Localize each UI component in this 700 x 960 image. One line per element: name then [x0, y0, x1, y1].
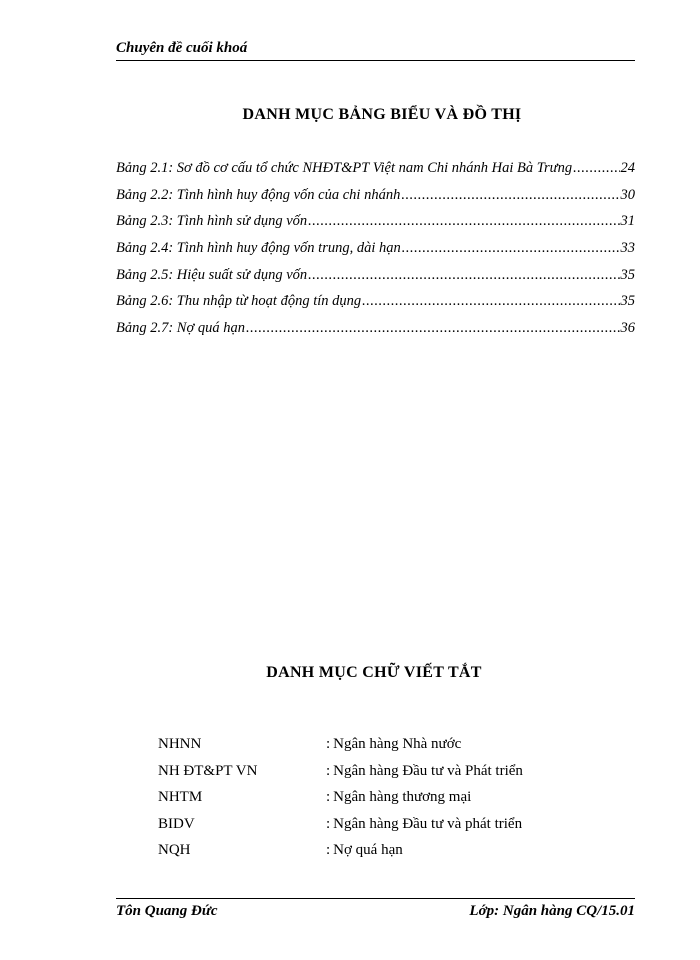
footer-author: Tôn Quang Đức — [116, 903, 218, 919]
abbreviation-entry — [158, 763, 523, 790]
toc-entry-page: 30 — [620, 186, 635, 203]
dot-leader — [246, 320, 620, 337]
abbreviation-meaning: Ngân hàng Đầu tư và phát triển — [333, 815, 523, 832]
dot-leader — [573, 160, 619, 177]
abbreviation-term: NQH — [158, 842, 191, 858]
page-header — [116, 40, 635, 61]
abbreviation-meaning: Ngân hàng thương mại — [333, 789, 472, 805]
toc-entry — [116, 213, 635, 240]
toc-entry — [116, 293, 635, 320]
toc-entry — [116, 187, 635, 214]
page-footer — [116, 898, 635, 920]
dot-leader — [362, 293, 619, 310]
dot-leader — [401, 187, 619, 204]
footer-class: Lớp: Ngân hàng CQ/15.01 — [469, 903, 635, 919]
table-of-tables — [116, 160, 635, 347]
toc-entry-page: 35 — [620, 266, 635, 283]
abbreviation-entry — [158, 842, 523, 869]
toc-entry-label: Bảng 2.2: Tình hình huy động vốn của chi nhánh — [116, 186, 401, 203]
abbreviation-separator: : — [326, 762, 331, 779]
toc-entry — [116, 320, 635, 347]
abbreviation-separator: : — [326, 815, 331, 832]
toc-entry-label: Bảng 2.5: Hiệu suất sử dụng vốn — [116, 266, 308, 283]
toc-entry-page: 36 — [620, 320, 635, 337]
abbreviation-term: NHNN — [158, 736, 202, 752]
abbreviation-meaning: Nợ quá hạn — [333, 842, 403, 858]
abbreviation-separator: : — [326, 842, 331, 858]
toc-entry-label: Bảng 2.1: Sơ đồ cơ cấu tổ chức NHĐT&PT Việt nam Chi nhánh Hai Bà Trưng — [116, 160, 573, 176]
abbreviation-entry — [158, 736, 523, 763]
abbreviation-separator: : — [326, 736, 331, 752]
abbreviation-meaning: Ngân hàng Đầu tư và Phát triển — [333, 762, 523, 779]
abbreviation-term: BIDV — [158, 815, 195, 832]
toc-entry-page: 31 — [620, 213, 635, 230]
abbreviation-entry — [158, 816, 523, 843]
dot-leader — [402, 240, 620, 257]
toc-entry-page: 35 — [620, 293, 635, 310]
toc-entry-label: Bảng 2.6: Thu nhập từ hoạt động tín dụng — [116, 293, 362, 310]
toc-entry-label: Bảng 2.3: Tình hình sử dụng vốn — [116, 213, 308, 230]
header-title: Chuyên đề cuối khoá — [116, 40, 248, 56]
abbreviations-list — [158, 736, 523, 869]
abbreviation-term: NHTM — [158, 789, 203, 805]
abbreviations-heading: DANH MỤC CHỮ VIẾT TẮT — [266, 664, 482, 681]
toc-entry-page: 33 — [620, 240, 635, 257]
abbreviation-separator: : — [326, 789, 331, 805]
toc-entry-label: Bảng 2.7: Nợ quá hạn — [116, 320, 245, 337]
toc-entry — [116, 160, 635, 187]
dot-leader — [308, 213, 619, 230]
toc-heading: DANH MỤC BẢNG BIỂU VÀ ĐỒ THỊ — [242, 106, 522, 123]
toc-entry — [116, 267, 635, 294]
toc-entry-label: Bảng 2.4: Tình hình huy động vốn trung, dài hạn — [116, 240, 401, 257]
dot-leader — [308, 267, 619, 284]
abbreviation-meaning: Ngân hàng Nhà nước — [333, 736, 462, 752]
abbreviation-term: NH ĐT&PT VN — [158, 762, 258, 779]
toc-entry — [116, 240, 635, 267]
toc-entry-page: 24 — [620, 160, 635, 176]
abbreviation-entry — [158, 789, 523, 816]
